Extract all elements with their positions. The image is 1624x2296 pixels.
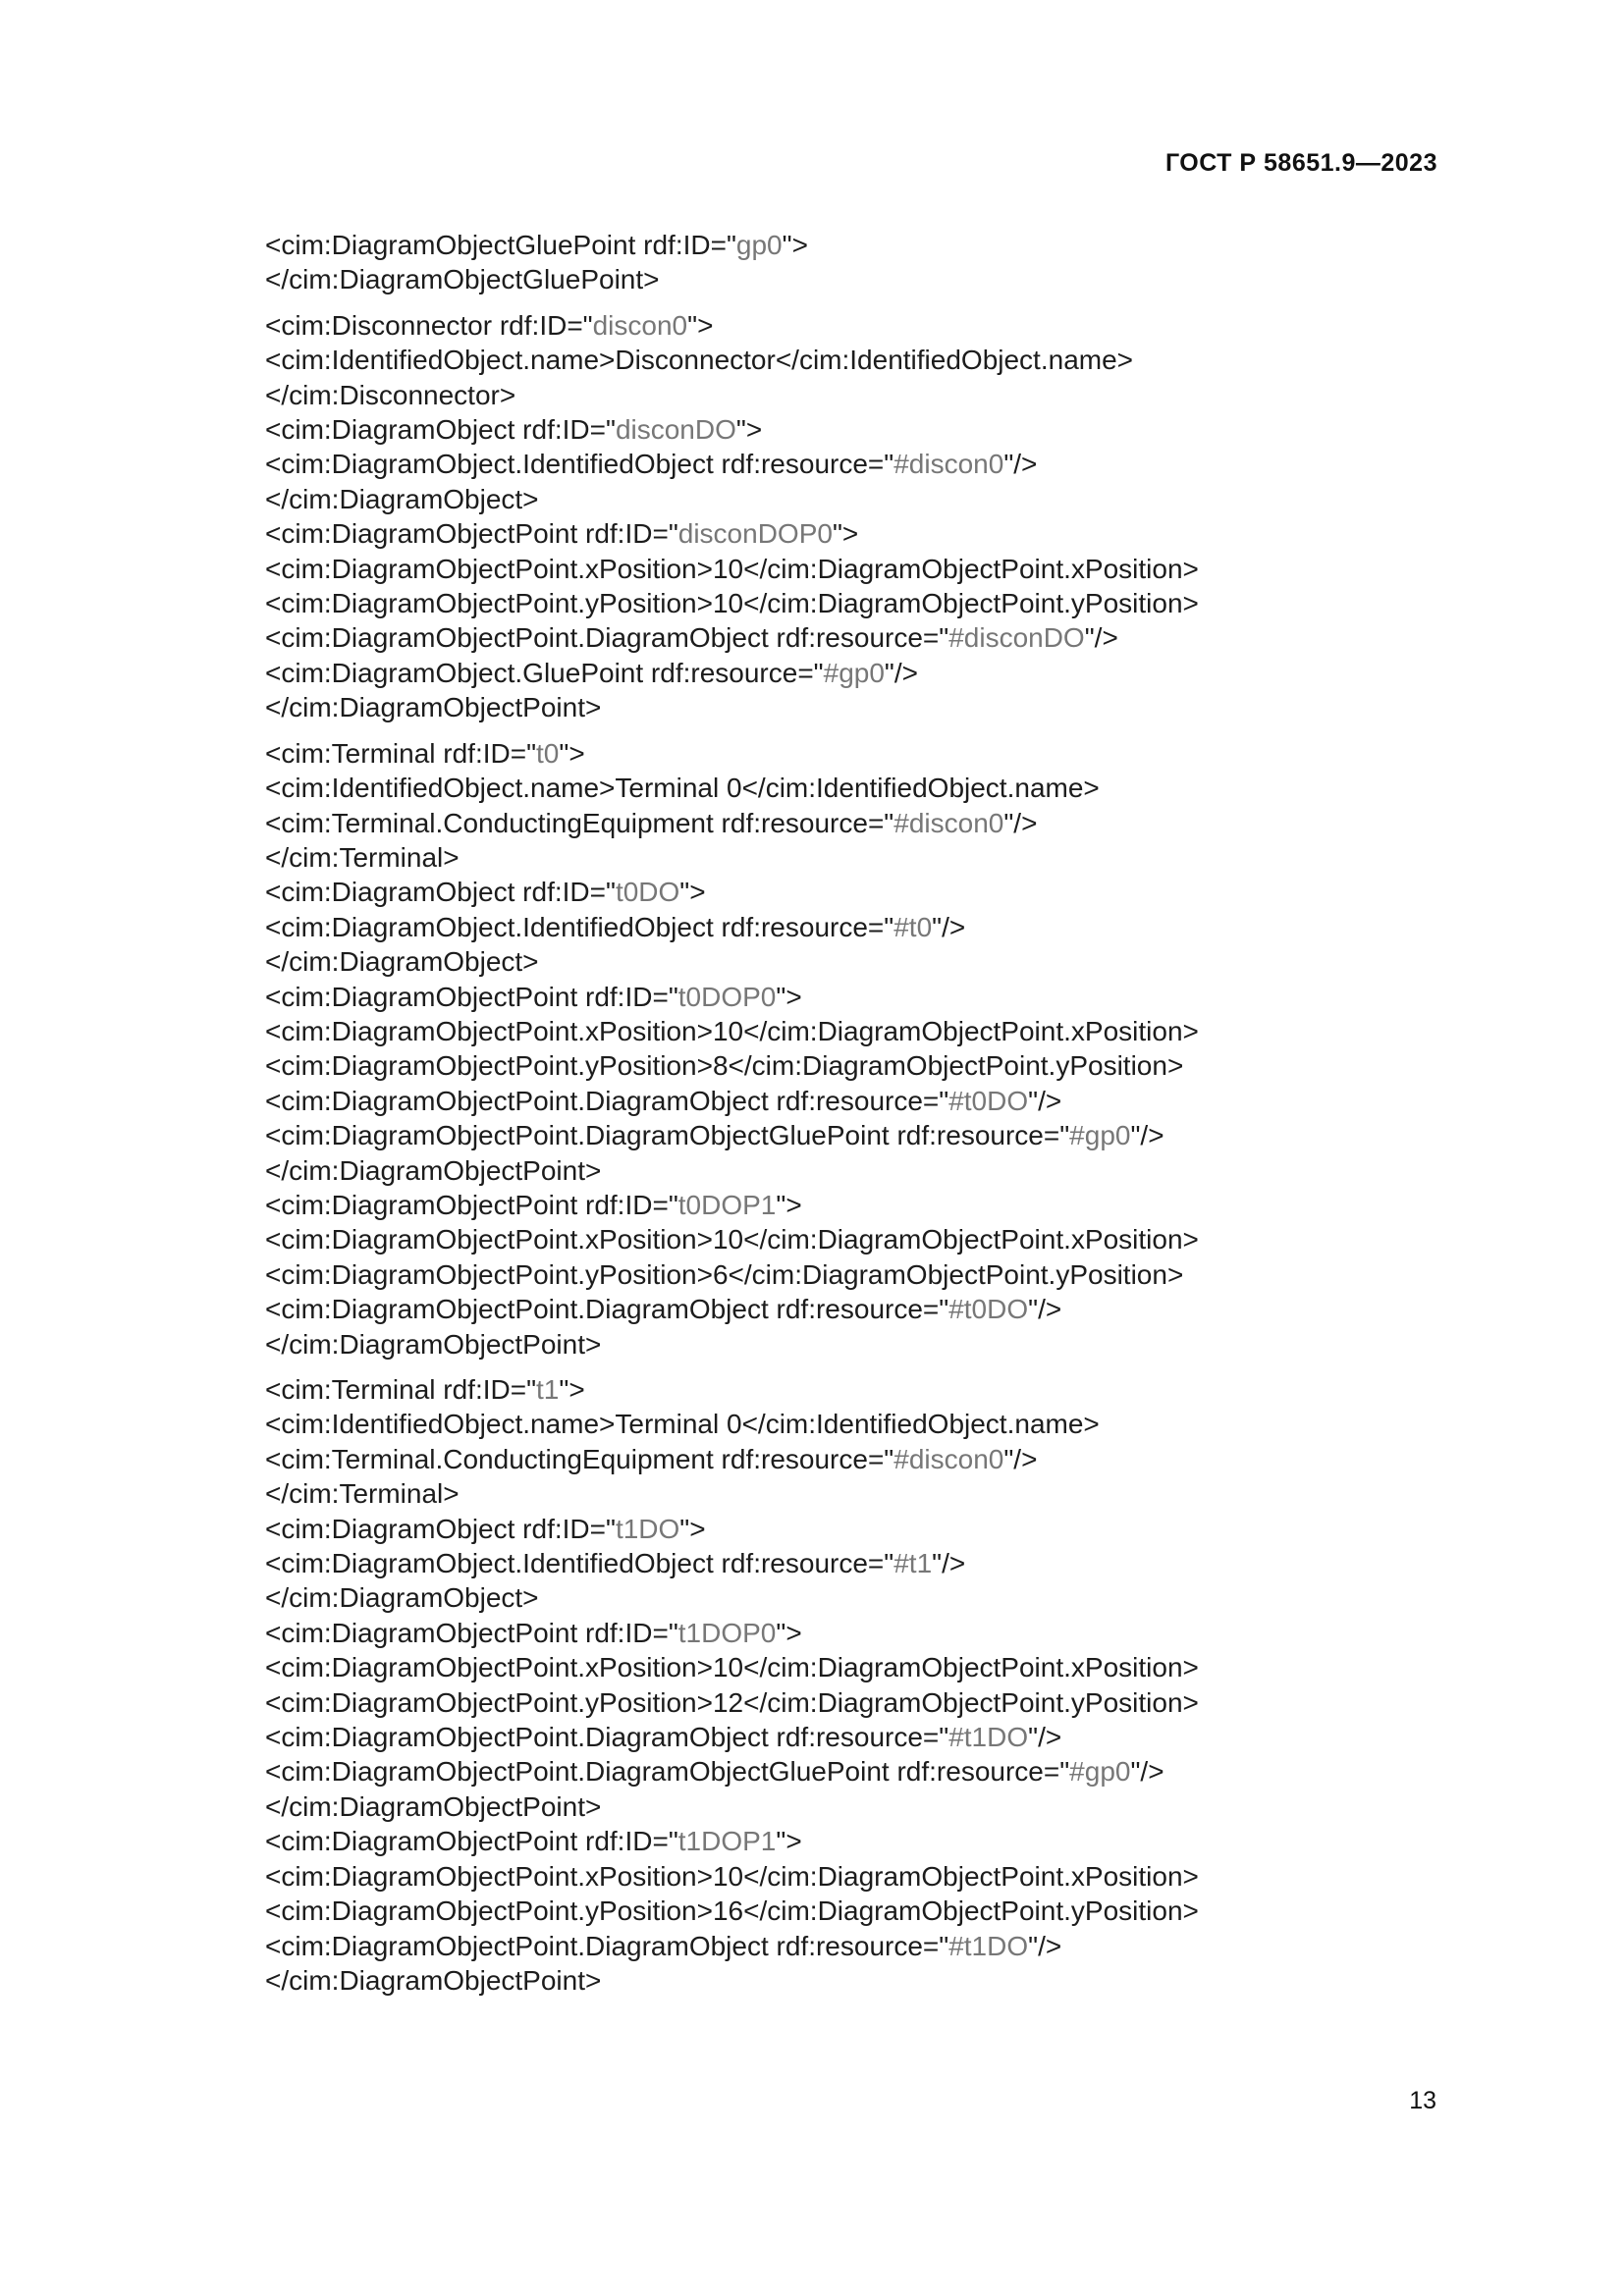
code-text: <cim:DiagramObjectPoint.DiagramObject rdf:resource=" — [265, 1930, 949, 1961]
code-text: <cim:DiagramObjectPoint.DiagramObjectGluePoint rdf:resource=" — [265, 1756, 1070, 1788]
code-text: <cim:IdentifiedObject.name>Terminal 0</cim:IdentifiedObject.name> — [265, 1409, 1100, 1440]
code-text: <cim:DiagramObjectPoint rdf:ID=" — [265, 1826, 678, 1857]
code-line — [265, 1824, 1424, 1858]
code-line — [265, 1894, 1424, 1928]
code-text: </cim:DiagramObject> — [265, 483, 539, 514]
code-text: </cim:DiagramObjectGluePoint> — [265, 264, 660, 295]
attribute-value: t0DOP1 — [677, 1189, 777, 1220]
code-text: "/> — [1003, 1443, 1038, 1474]
code-line — [265, 1084, 1424, 1118]
code-text: <cim:DiagramObjectPoint.yPosition>10</cim:DiagramObjectPoint.yPosition> — [265, 588, 1199, 619]
code-text: <cim:DiagramObjectPoint.xPosition>10</cim:DiagramObjectPoint.xPosition> — [265, 1860, 1199, 1892]
code-text: </cim:Disconnector> — [265, 379, 516, 410]
code-line — [265, 378, 1424, 412]
code-line — [265, 1292, 1424, 1326]
code-text: <cim:DiagramObjectPoint.DiagramObject rdf:resource=" — [265, 622, 949, 654]
code-text: <cim:DiagramObject.IdentifiedObject rdf:resource=" — [265, 911, 894, 942]
attribute-value: t0DO — [615, 877, 680, 908]
code-line — [265, 1580, 1424, 1615]
code-line — [265, 1407, 1424, 1441]
code-text: <cim:DiagramObjectPoint rdf:ID=" — [265, 981, 678, 1012]
code-line — [265, 1257, 1424, 1292]
code-text: "> — [679, 1513, 706, 1544]
code-line — [265, 412, 1424, 447]
code-text: <cim:Terminal.ConductingEquipment rdf:resource=" — [265, 1443, 894, 1474]
attribute-value: gp0 — [735, 230, 783, 260]
code-text: "> — [782, 230, 808, 260]
code-text: "> — [559, 737, 585, 769]
attribute-value: t1 — [536, 1374, 560, 1405]
code-text: "> — [679, 877, 706, 908]
code-text: </cim:DiagramObject> — [265, 946, 539, 978]
code-line — [265, 1476, 1424, 1511]
code-text: "> — [776, 981, 802, 1012]
attribute-value: #discon0 — [893, 1443, 1004, 1474]
code-line — [265, 1789, 1424, 1824]
code-text: <cim:DiagramObject.GluePoint rdf:resource=" — [265, 657, 824, 688]
code-text: <cim:DiagramObject.IdentifiedObject rdf:resource=" — [265, 1548, 894, 1579]
code-line — [265, 840, 1424, 875]
code-line — [265, 910, 1424, 944]
code-line — [265, 1512, 1424, 1546]
code-line — [265, 1754, 1424, 1789]
code-text: <cim:DiagramObject rdf:ID=" — [265, 877, 616, 908]
code-line — [265, 944, 1424, 979]
code-text: "/> — [1028, 1722, 1062, 1753]
attribute-value: t0 — [536, 737, 560, 769]
code-line — [265, 1048, 1424, 1083]
code-block — [265, 228, 1424, 297]
code-text: </cim:DiagramObjectPoint> — [265, 1964, 602, 1996]
code-text: "/> — [1084, 622, 1118, 654]
attribute-value: #t0 — [893, 911, 933, 942]
page-number: 13 — [1409, 2087, 1436, 2114]
code-line — [265, 980, 1424, 1014]
code-text: <cim:DiagramObjectPoint.xPosition>10</cim:DiagramObjectPoint.xPosition> — [265, 1652, 1199, 1683]
code-text: </cim:DiagramObjectPoint> — [265, 692, 602, 723]
code-text: <cim:DiagramObjectPoint.DiagramObjectGluePoint rdf:resource=" — [265, 1120, 1070, 1151]
attribute-value: #gp0 — [1069, 1120, 1131, 1151]
attribute-value: #discon0 — [893, 449, 1004, 480]
attribute-value: #gp0 — [823, 657, 885, 688]
code-line — [265, 690, 1424, 724]
code-line — [265, 1650, 1424, 1684]
code-text: "/> — [932, 1548, 966, 1579]
code-line — [265, 1963, 1424, 1998]
code-text: "> — [687, 309, 714, 341]
code-block — [265, 1372, 1424, 1998]
code-text: "/> — [932, 911, 966, 942]
code-text: <cim:Terminal rdf:ID=" — [265, 1374, 537, 1405]
xml-code-listing — [265, 228, 1424, 1998]
code-text: "/> — [1130, 1120, 1164, 1151]
attribute-value: #disconDO — [948, 622, 1085, 654]
code-text: "> — [559, 1374, 585, 1405]
attribute-value: #t1DO — [948, 1722, 1029, 1753]
code-line — [265, 1685, 1424, 1720]
code-text: "> — [832, 518, 859, 550]
code-line — [265, 1929, 1424, 1963]
code-text: "> — [776, 1826, 802, 1857]
code-text: <cim:DiagramObjectPoint rdf:ID=" — [265, 1189, 678, 1220]
attribute-value: t1DO — [615, 1513, 680, 1544]
code-line — [265, 1153, 1424, 1188]
code-text: <cim:DiagramObjectPoint.yPosition>8</cim:DiagramObjectPoint.yPosition> — [265, 1050, 1184, 1082]
attribute-value: t1DOP1 — [677, 1826, 777, 1857]
code-line — [265, 1222, 1424, 1256]
attribute-value: discon0 — [592, 309, 688, 341]
attribute-value: #t0DO — [948, 1294, 1029, 1325]
code-text: <cim:DiagramObjectPoint.yPosition>12</cim:DiagramObjectPoint.yPosition> — [265, 1686, 1199, 1718]
code-text: <cim:Terminal.ConductingEquipment rdf:resource=" — [265, 807, 894, 838]
code-line — [265, 262, 1424, 296]
code-text: "> — [735, 414, 763, 446]
code-line — [265, 1118, 1424, 1152]
code-text: "/> — [1130, 1756, 1164, 1788]
code-text: "> — [776, 1617, 802, 1648]
code-text: </cim:Terminal> — [265, 1478, 460, 1510]
code-text: <cim:DiagramObjectPoint.yPosition>6</cim:DiagramObjectPoint.yPosition> — [265, 1258, 1184, 1290]
code-line — [265, 806, 1424, 840]
code-text: </cim:DiagramObjectPoint> — [265, 1790, 602, 1822]
code-text: "/> — [1003, 807, 1038, 838]
code-text: <cim:DiagramObject rdf:ID=" — [265, 414, 616, 446]
code-line — [265, 1720, 1424, 1754]
code-text: <cim:DiagramObjectPoint rdf:ID=" — [265, 1617, 678, 1648]
code-line — [265, 1859, 1424, 1894]
code-line — [265, 1014, 1424, 1048]
code-text: <cim:DiagramObjectPoint.DiagramObject rdf:resource=" — [265, 1085, 949, 1116]
attribute-value: #gp0 — [1069, 1756, 1131, 1788]
code-text: <cim:DiagramObjectPoint.yPosition>16</cim:DiagramObjectPoint.yPosition> — [265, 1896, 1199, 1927]
code-text: <cim:DiagramObjectPoint.xPosition>10</cim:DiagramObjectPoint.xPosition> — [265, 1015, 1199, 1046]
code-line — [265, 1616, 1424, 1650]
code-line — [265, 552, 1424, 586]
attribute-value: #t0DO — [948, 1085, 1029, 1116]
code-line — [265, 447, 1424, 481]
attribute-value: t1DOP0 — [677, 1617, 777, 1648]
code-text: <cim:IdentifiedObject.name>Disconnector</cim:IdentifiedObject.name> — [265, 345, 1134, 376]
code-text: "/> — [1028, 1085, 1062, 1116]
code-text: "/> — [1028, 1930, 1062, 1961]
code-text: <cim:DiagramObjectPoint.DiagramObject rdf:resource=" — [265, 1294, 949, 1325]
code-line — [265, 343, 1424, 377]
code-text: "/> — [884, 657, 918, 688]
code-line — [265, 228, 1424, 262]
code-line — [265, 771, 1424, 805]
code-text: </cim:DiagramObjectPoint> — [265, 1328, 602, 1360]
attribute-value: #t1 — [893, 1548, 933, 1579]
code-text: <cim:DiagramObjectPoint.DiagramObject rdf:resource=" — [265, 1722, 949, 1753]
code-line — [265, 1442, 1424, 1476]
code-line — [265, 736, 1424, 771]
code-line — [265, 875, 1424, 909]
code-line — [265, 482, 1424, 516]
code-text: <cim:DiagramObjectPoint rdf:ID=" — [265, 518, 678, 550]
code-text: <cim:Terminal rdf:ID=" — [265, 737, 537, 769]
code-line — [265, 1372, 1424, 1407]
code-text: <cim:IdentifiedObject.name>Terminal 0</cim:IdentifiedObject.name> — [265, 773, 1100, 804]
code-line — [265, 308, 1424, 343]
attribute-value: disconDO — [615, 414, 736, 446]
code-line — [265, 516, 1424, 551]
code-text: <cim:DiagramObjectPoint.xPosition>10</cim:DiagramObjectPoint.xPosition> — [265, 1224, 1199, 1255]
attribute-value: t0DOP0 — [677, 981, 777, 1012]
code-block — [265, 736, 1424, 1362]
code-text: "/> — [1028, 1294, 1062, 1325]
code-text: <cim:DiagramObject.IdentifiedObject rdf:resource=" — [265, 449, 894, 480]
code-text: <cim:DiagramObject rdf:ID=" — [265, 1513, 616, 1544]
document-number-header: ГОСТ Р 58651.9—2023 — [1164, 149, 1437, 177]
code-text: "> — [776, 1189, 802, 1220]
code-text: </cim:DiagramObjectPoint> — [265, 1154, 602, 1186]
code-block — [265, 308, 1424, 725]
code-text: <cim:Disconnector rdf:ID=" — [265, 309, 593, 341]
code-text: </cim:Terminal> — [265, 841, 460, 873]
code-line — [265, 1327, 1424, 1362]
code-text: <cim:DiagramObjectGluePoint rdf:ID=" — [265, 230, 736, 260]
code-line — [265, 656, 1424, 690]
code-text: <cim:DiagramObjectPoint.xPosition>10</cim:DiagramObjectPoint.xPosition> — [265, 553, 1199, 584]
attribute-value: #discon0 — [893, 807, 1004, 838]
attribute-value: disconDOP0 — [677, 518, 833, 550]
code-text: "/> — [1003, 449, 1038, 480]
code-text: </cim:DiagramObject> — [265, 1582, 539, 1614]
attribute-value: #t1DO — [948, 1930, 1029, 1961]
code-line — [265, 620, 1424, 655]
code-line — [265, 1546, 1424, 1580]
code-line — [265, 1188, 1424, 1222]
code-line — [265, 586, 1424, 620]
